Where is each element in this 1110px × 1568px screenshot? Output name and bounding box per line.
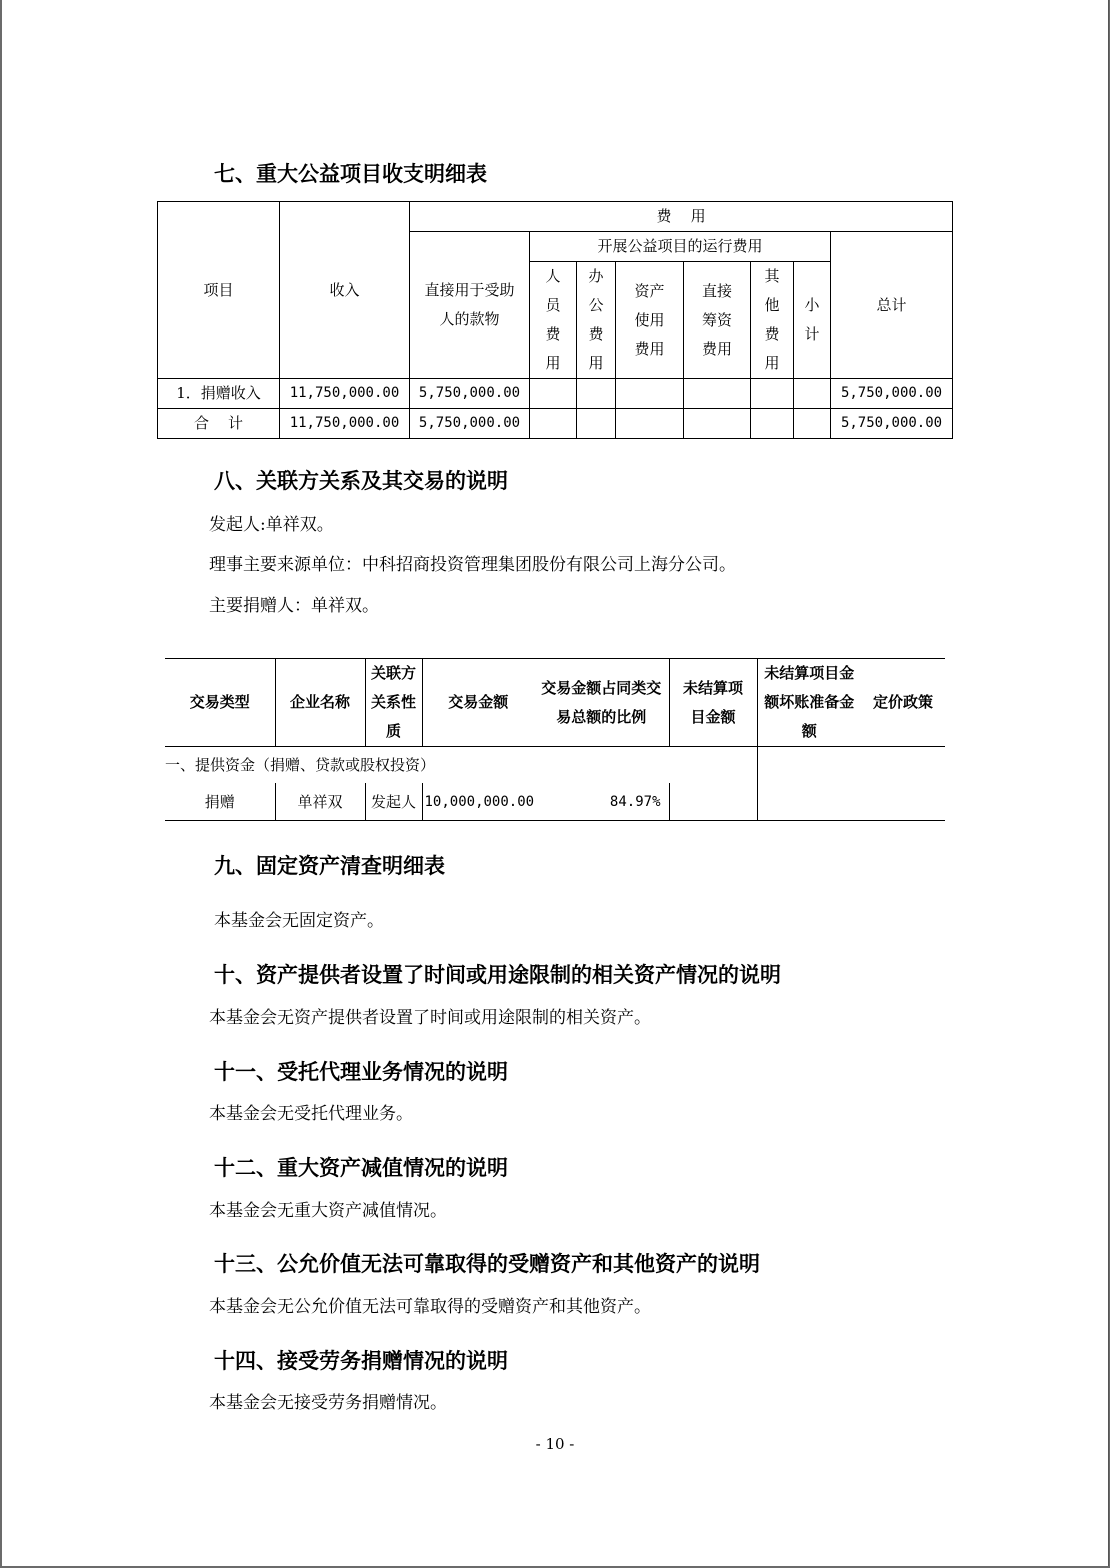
founder-line: 发起人:单祥双。 — [209, 515, 334, 535]
table-row: 捐赠 单祥双 发起人 10,000,000.00 84.97% — [165, 783, 945, 821]
section-11-text: 本基金会无受托代理业务。 — [209, 1104, 413, 1124]
header-relation: 关联方关系性质 — [365, 659, 422, 747]
header-ratio: 交易金额占同类交易总额的比例 — [534, 659, 669, 747]
header-total: 总计 — [831, 232, 953, 379]
section-10-title: 十、资产提供者设置了时间或用途限制的相关资产情况的说明 — [214, 963, 781, 987]
header-pricing-policy: 定价政策 — [861, 659, 945, 747]
header-other: 其他费用 — [751, 262, 794, 379]
main-donor-line: 主要捐赠人：单祥双。 — [209, 596, 379, 616]
related-party-table — [165, 658, 945, 821]
section-11-title: 十一、受托代理业务情况的说明 — [214, 1060, 508, 1084]
header-company-name: 企业名称 — [275, 659, 365, 747]
header-subtotal: 小计 — [794, 262, 831, 379]
header-operating-costs: 开展公益项目的运行费用 — [530, 232, 831, 262]
header-fundraising: 直接筹资费用 — [684, 262, 751, 379]
section-9-title: 九、固定资产清查明细表 — [214, 854, 445, 878]
table-row: 1．捐赠收入 11,750,000.00 5,750,000.00 5,750,000.00 — [158, 379, 953, 409]
header-bad-debt: 未结算项目金额坏账准备金额 — [757, 659, 861, 747]
header-unsettled: 未结算项目金额 — [669, 659, 757, 747]
table-row: 合 计 11,750,000.00 5,750,000.00 5,750,000.00 — [158, 409, 953, 439]
section-14-title: 十四、接受劳务捐赠情况的说明 — [214, 1349, 508, 1373]
project-income-expense-table — [157, 201, 953, 439]
header-personnel: 人员费用 — [530, 262, 577, 379]
header-transaction-type: 交易类型 — [165, 659, 275, 747]
header-asset-use: 资产使用费用 — [616, 262, 684, 379]
section-9-text: 本基金会无固定资产。 — [214, 911, 384, 931]
section-12-title: 十二、重大资产减值情况的说明 — [214, 1156, 508, 1180]
section-13-title: 十三、公允价值无法可靠取得的受赠资产和其他资产的说明 — [214, 1252, 760, 1276]
header-office: 办公费用 — [577, 262, 616, 379]
header-direct-aid: 直接用于受助人的款物 — [410, 232, 530, 379]
header-expense: 费 用 — [410, 202, 953, 232]
document-page — [2, 0, 1109, 1566]
section-12-text: 本基金会无重大资产减值情况。 — [209, 1201, 447, 1221]
section-13-text: 本基金会无公允价值无法可靠取得的受赠资产和其他资产。 — [209, 1297, 651, 1317]
section-10-text: 本基金会无资产提供者设置了时间或用途限制的相关资产。 — [209, 1008, 651, 1028]
header-amount: 交易金额 — [422, 659, 534, 747]
section-8-title: 八、关联方关系及其交易的说明 — [214, 469, 508, 493]
group-label: 一、提供资金（捐赠、贷款或股权投资） — [165, 756, 436, 774]
section-7-title: 七、重大公益项目收支明细表 — [214, 162, 487, 186]
section-14-text: 本基金会无接受劳务捐赠情况。 — [209, 1393, 447, 1413]
page-number: - 10 - — [535, 1435, 575, 1453]
header-item: 项目 — [158, 202, 280, 379]
header-income: 收入 — [280, 202, 410, 379]
trustee-source-line: 理事主要来源单位：中科招商投资管理集团股份有限公司上海分公司。 — [209, 555, 736, 575]
